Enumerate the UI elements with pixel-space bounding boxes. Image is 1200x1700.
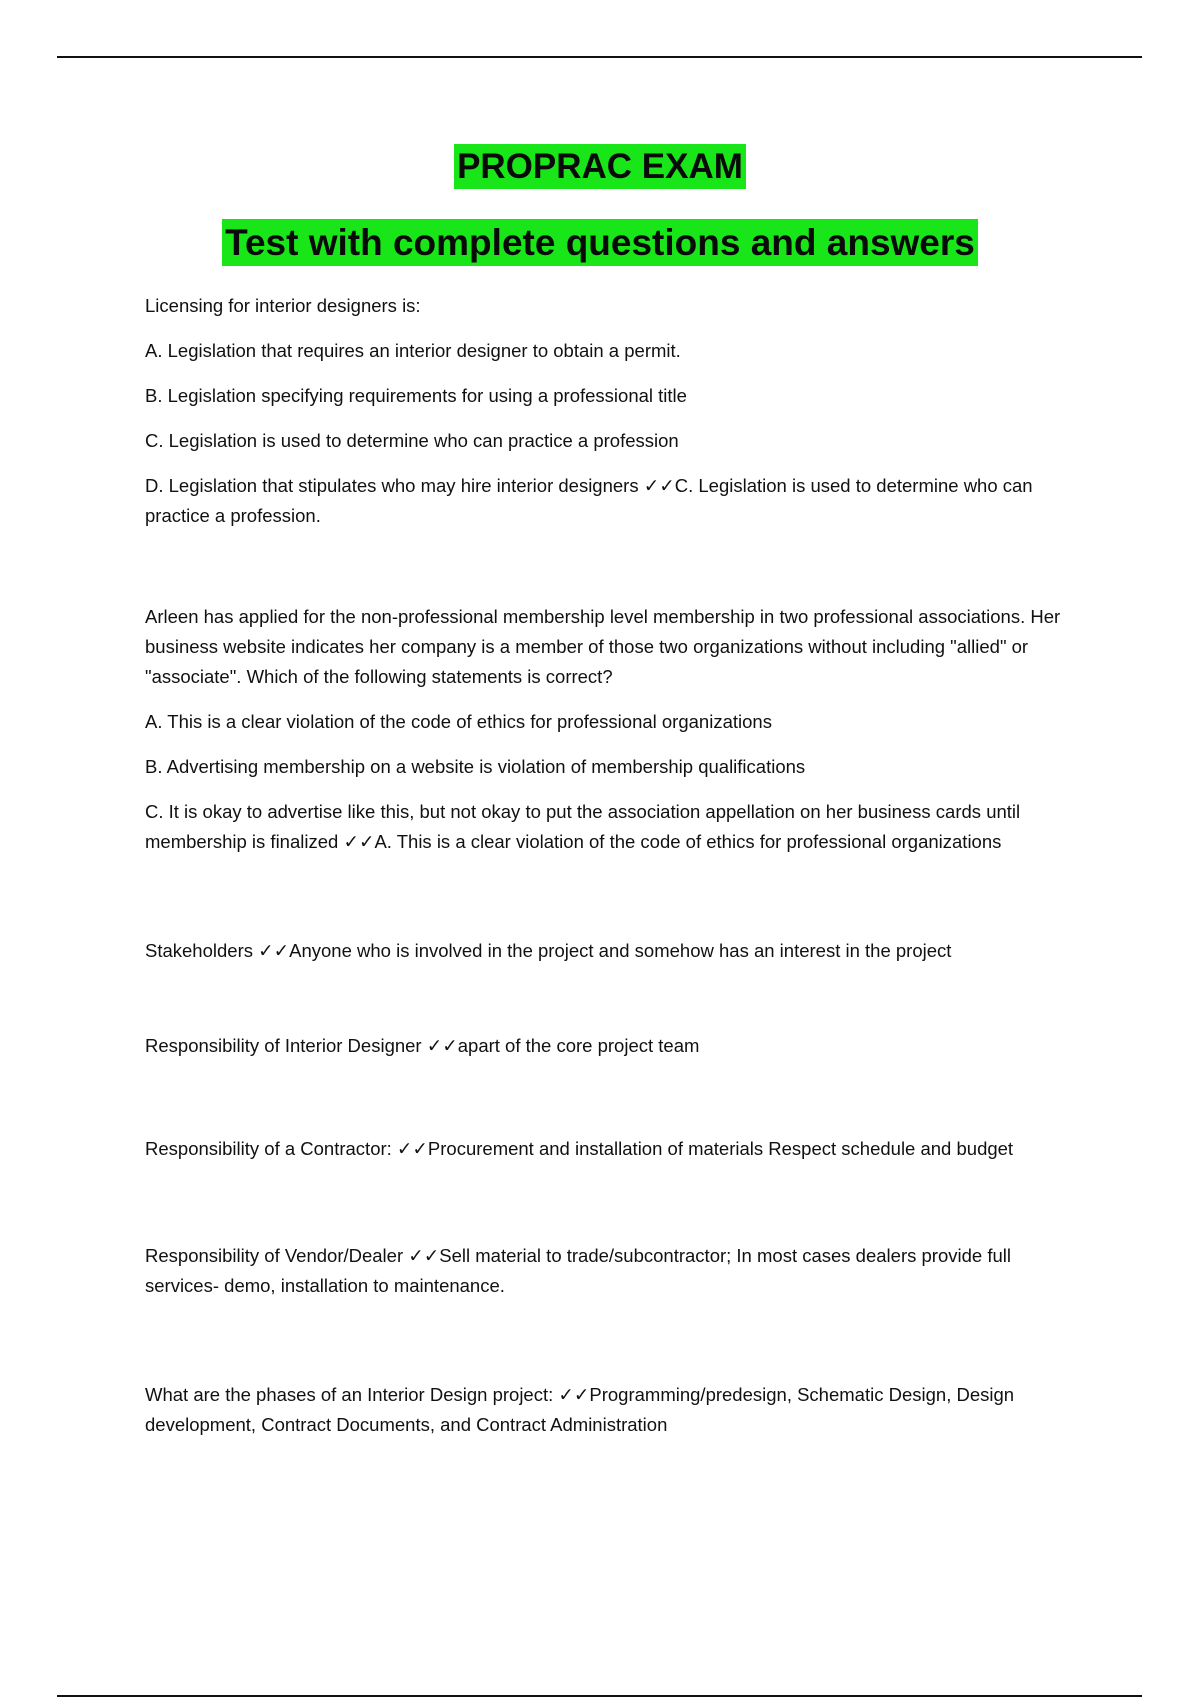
top-rule [57, 56, 1142, 58]
spacer [145, 1179, 1090, 1241]
subtitle-line [0, 219, 1200, 266]
answer-option: A. This is a clear violation of the code of ethics for professional organizations [145, 711, 772, 732]
document-title: PROPRAC EXAM [454, 144, 746, 189]
document-body [145, 291, 1090, 1455]
answer-option: D. Legislation that stipulates who may hire interior designers ✓✓C. Legislation is used to determine who can practice a profession. [145, 475, 1033, 526]
spacer [145, 1076, 1090, 1134]
qa-item: What are the phases of an Interior Design project: ✓✓Programming/predesign, Schematic Design, Design development, Contract Documents, and Contract Administration [145, 1384, 1015, 1435]
bottom-rule [57, 1695, 1142, 1697]
question-block [145, 291, 1090, 531]
question-text: Licensing for interior designers is: [145, 295, 421, 316]
qa-item: Stakeholders ✓✓Anyone who is involved in the project and somehow has an interest in the project [145, 940, 952, 961]
title-line [0, 144, 1200, 189]
answer-option: C. Legislation is used to determine who can practice a profession [145, 430, 679, 451]
qa-item: Responsibility of Interior Designer ✓✓apart of the core project team [145, 1035, 700, 1056]
qa-item: Responsibility of a Contractor: ✓✓Procurement and installation of materials Respect schedule and budget [145, 1138, 1014, 1159]
qa-item: Responsibility of Vendor/Dealer ✓✓Sell material to trade/subcontractor; In most cases dealers provide full services- demo, installation to maintenance. [145, 1245, 1011, 1296]
question-block [145, 602, 1090, 857]
spacer [145, 981, 1090, 1031]
spacer [145, 872, 1090, 936]
spacer [145, 1316, 1090, 1380]
document-subtitle: Test with complete questions and answers [222, 219, 978, 266]
spacer [145, 546, 1090, 602]
answer-option: B. Advertising membership on a website is violation of membership qualifications [145, 756, 806, 777]
answer-option: C. It is okay to advertise like this, but not okay to put the association appellation on her business cards until membership is finalized ✓✓A. This is a clear violation of the code of ethics for professional organizations [145, 801, 1021, 852]
question-text: Arleen has applied for the non-professional membership level membership in two professional associations. Her business website indicates her company is a member of those two organizations without including "allied" or "associate". Which of the following statements is correct? [145, 606, 1061, 687]
answer-option: B. Legislation specifying requirements for using a professional title [145, 385, 687, 406]
answer-option: A. Legislation that requires an interior designer to obtain a permit. [145, 340, 681, 361]
